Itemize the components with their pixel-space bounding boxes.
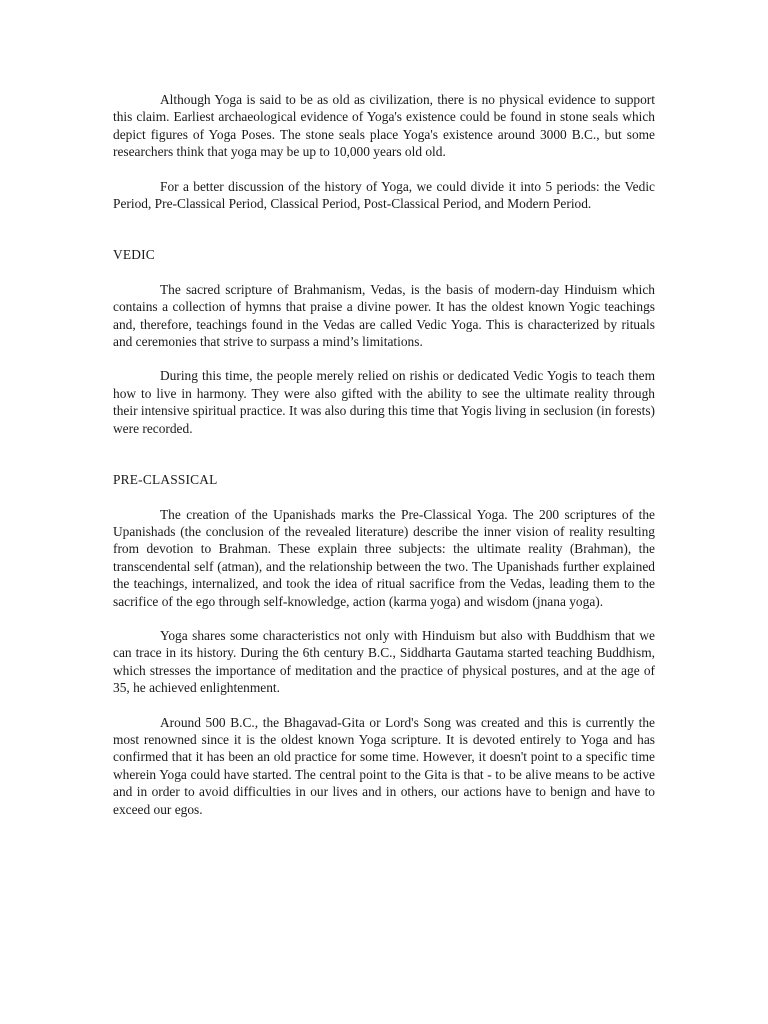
vedic-heading: VEDIC	[113, 247, 155, 263]
preclassical-heading: PRE-CLASSICAL	[113, 472, 218, 488]
preclassical-paragraph-1: The creation of the Upanishads marks the Pre-Classical Yoga. The 200 scriptures of the Upanishads (the conclusion of the revealed literature) describe the inner vision of reality resulting from devotion to Brahman. These explain three subjects: the ultimate reality (Brahman), the transcendental self (atman), and the relationship between the two. The Upanishads further explained the teachings, internalized, and took the idea of ritual sacrifice from the Vedas, leading them to the sacrifice of the ego through self-knowledge, action (karma yoga) and wisdom (jnana yoga).	[113, 506, 655, 609]
vedic-paragraph-1: The sacred scripture of Brahmanism, Vedas, is the basis of modern-day Hinduism which contains a collection of hymns that praise a divine power. It has the oldest known Yogic teachings and, therefore, teachings found in the Vedas are called Vedic Yoga. This is characterized by rituals and ceremonies that strive to surpass a mind’s limitations.	[113, 281, 655, 350]
intro-paragraph-2: For a better discussion of the history of Yoga, we could divide it into 5 periods: the Vedic Period, Pre-Classical Period, Classical Period, Post-Classical Period, and Modern Period.	[113, 178, 655, 212]
preclassical-paragraph-3: Around 500 B.C., the Bhagavad-Gita or Lord's Song was created and this is currently the most renowned since it is the oldest known Yoga scripture. It is devoted entirely to Yoga and has confirmed that it has been an old practice for some time. However, it doesn't point to a specific time wherein Yoga could have started. The central point to the Gita is that - to be alive means to be active and in order to avoid difficulties in our lives and in others, our actions have to benign and have to exceed our egos.	[113, 714, 655, 817]
vedic-paragraph-2: During this time, the people merely relied on rishis or dedicated Vedic Yogis to teach them how to live in harmony. They were also gifted with the ability to see the ultimate reality through their intensive spiritual practice. It was also during this time that Yogis living in seclusion (in forests) were recorded.	[113, 368, 655, 436]
preclassical-paragraph-2: Yoga shares some characteristics not only with Hinduism but also with Buddhism that we can trace in its history. During the 6th century B.C., Siddharta Gautama started teaching Buddhism, which stresses the importance of meditation and the practice of physical postures, and at the age of 35, he achieved enlightenment.	[113, 627, 655, 696]
intro-paragraph-1: Although Yoga is said to be as old as civilization, there is no physical evidence to support this claim. Earliest archaeological evidence of Yoga's existence could be found in stone seals which depict figures of Yoga Poses. The stone seals place Yoga's existence around 3000 B.C., but some researchers think that yoga may be up to 10,000 years old old.	[113, 92, 655, 160]
document-page	[113, 91, 655, 835]
